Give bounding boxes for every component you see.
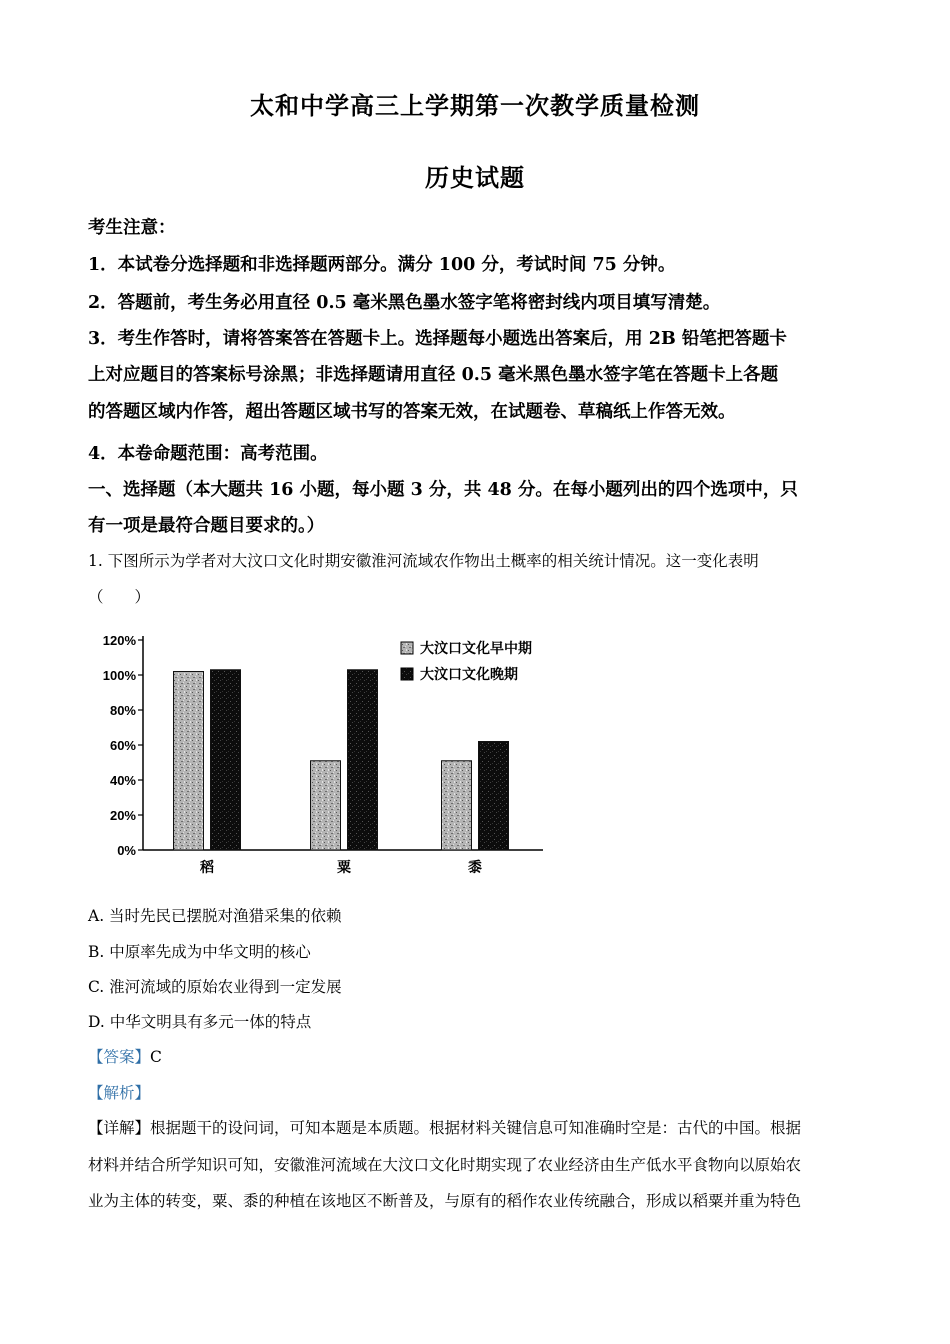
legend-label: 大汶口文化早中期 (420, 641, 532, 657)
bars (174, 670, 509, 850)
bar-late (211, 670, 241, 850)
y-tick-label: 100% (102, 668, 136, 683)
notice-item: 2．答题前，考生务必用直径 0.5 毫米黑色墨水签字笔将密封线内项目填写清楚。 (88, 293, 721, 313)
analysis-detail: 业为主体的转变，粟、黍的种植在该地区不断普及，与原有的稻作农业传统融合，形成以稻粟并重为特色 (88, 1192, 802, 1210)
analysis-label: 【解析】 (88, 1084, 151, 1102)
y-tick-label: 60% (109, 738, 136, 753)
notice-item: 3．考生作答时，请将答案答在答题卡上。选择题每小题选出答案后，用 2B 铅笔把答题卡 (88, 329, 787, 349)
analysis-detail: 材料并结合所学知识可知，安徽淮河流域在大汶口文化时期实现了农业经济由生产低水平食物向以原始农 (88, 1156, 802, 1174)
legend-label: 大汶口文化晚期 (420, 667, 518, 683)
answer-line (88, 1045, 868, 1067)
category-label: 粟 (337, 860, 351, 876)
chart-legend (401, 640, 532, 683)
option-b: B. 中原率先成为中华文明的核心 (88, 943, 311, 961)
notice-item: 上对应题目的答案标号涂黑；非选择题请用直径 0.5 毫米黑色墨水签字笔在答题卡上各题 (88, 365, 779, 385)
y-tick-label: 120% (102, 633, 136, 648)
bar-early (311, 761, 341, 850)
answer-value: C (150, 1048, 162, 1066)
option-a: A. 当时先民已摆脱对渔猎采集的依赖 (88, 907, 342, 925)
bar-late (479, 742, 509, 851)
answer-label: 【答案】 (88, 1048, 151, 1066)
subject-title: 历史试题 (425, 163, 525, 192)
y-tick-label: 40% (109, 773, 136, 788)
option-c: C. 淮河流域的原始农业得到一定发展 (88, 978, 342, 996)
notice-item: 4．本卷命题范围：高考范围。 (88, 444, 328, 464)
category-label: 黍 (468, 860, 482, 876)
legend-swatch (401, 642, 413, 654)
crop-probability-chart (90, 628, 570, 878)
answer-blank: （ ） (88, 588, 151, 606)
notice-item: 1．本试卷分选择题和非选择题两部分。满分 100 分，考试时间 75 分钟。 (88, 255, 676, 275)
exam-title: 太和中学高三上学期第一次教学质量检测 (250, 91, 700, 120)
bar-late (348, 670, 378, 850)
section-heading-cont: 有一项是最符合题目要求的。） (88, 516, 325, 536)
option-d: D. 中华文明具有多元一体的特点 (88, 1013, 312, 1031)
x-axis-labels (199, 859, 482, 876)
notice-heading: 考生注意： (88, 218, 176, 238)
y-tick-label: 0% (117, 843, 136, 858)
notice-item: 的答题区域内作答，超出答题区域书写的答案无效，在试题卷、草稿纸上作答无效。 (88, 402, 736, 422)
section-heading: 一、选择题（本大题共 16 小题，每小题 3 分，共 48 分。在每小题列出的四个选项中，只 (88, 480, 798, 500)
category-label: 稻 (200, 860, 214, 876)
y-tick-label: 80% (109, 703, 136, 718)
analysis-detail: 【详解】根据题干的设问词，可知本题是本质题。根据材料关键信息可知准确时空是：古代的中国。根据 (88, 1119, 802, 1137)
bar-early (174, 672, 204, 851)
question-stem: 1. 下图所示为学者对大汶口文化时期安徽淮河流域农作物出土概率的相关统计情况。这一变化表明 (88, 552, 759, 570)
y-tick-label: 20% (109, 808, 136, 823)
bar-early (442, 761, 472, 850)
legend-swatch (401, 668, 413, 680)
